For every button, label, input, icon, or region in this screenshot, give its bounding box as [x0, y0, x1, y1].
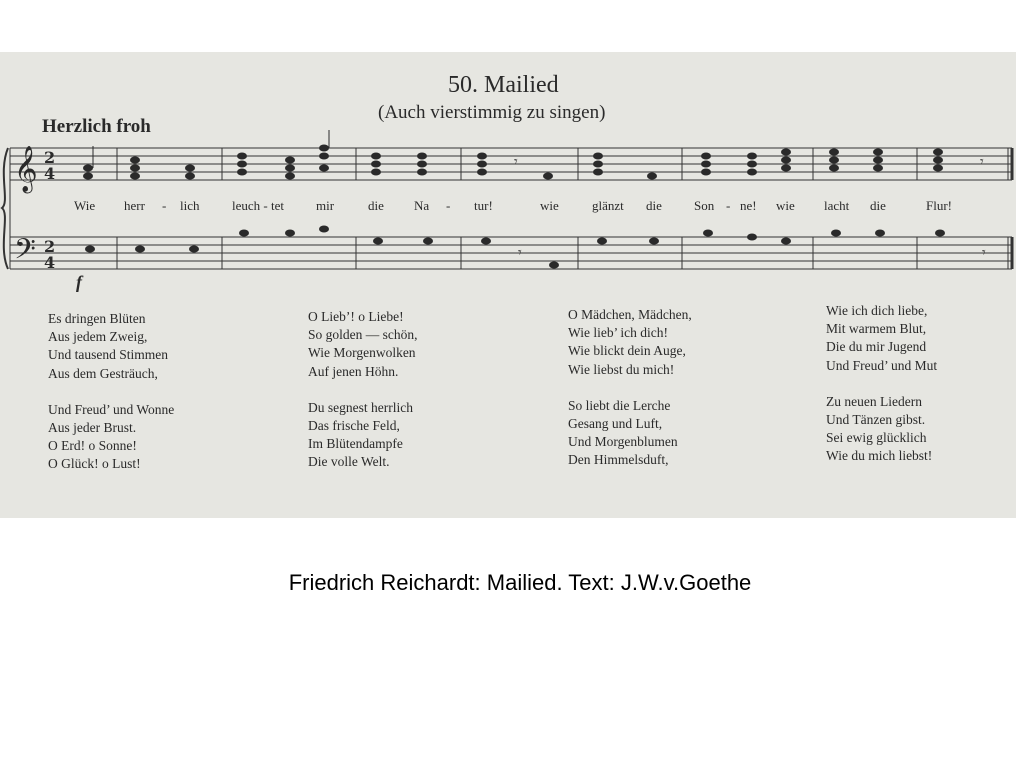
verse-line: Und tausend Stimmen — [48, 347, 168, 363]
verse-line: Die du mir Jugend — [826, 339, 927, 355]
verse-line: So liebt die Lerche — [568, 397, 671, 413]
verse-line: Und Tänzen gibst. — [826, 412, 926, 428]
verse-line: Aus jeder Brust. — [48, 420, 137, 436]
verse-line: O Erd! o Sonne! — [48, 438, 137, 454]
verse-line: Und Freud’ und Wonne — [48, 401, 175, 417]
lyric-syllable: - — [162, 198, 167, 213]
lyric-syllable: die — [870, 198, 886, 213]
bass-clef-icon: 𝄢 — [14, 233, 36, 273]
song-title: 50. Mailied — [448, 72, 559, 98]
dynamic-marking: f — [76, 272, 82, 292]
verse-line: Es dringen Blüten — [48, 311, 146, 326]
verse-column-4 — [826, 302, 937, 466]
verse-line: Sei ewig glücklich — [826, 430, 927, 446]
treble-clef-icon: 𝄞 — [14, 146, 38, 192]
lyric-syllable: Wie — [74, 198, 96, 213]
lyric-syllable: tur! — [474, 198, 493, 213]
lyric-syllable: Flur! — [926, 198, 952, 213]
barlines — [10, 148, 1008, 269]
lyric-syllable: glänzt — [592, 198, 624, 213]
tempo-marking: Herzlich froh — [42, 116, 151, 137]
verse-line: Wie ich dich liebe, — [826, 303, 928, 318]
lyric-syllable: Na — [414, 198, 430, 213]
lyric-syllable: - — [446, 198, 451, 213]
lyric-syllable: wie — [776, 198, 795, 213]
verse-line: Wie blickt dein Auge, — [568, 343, 686, 359]
svg-text:𝄾: 𝄾 — [514, 154, 518, 170]
verse-line: Du segnest herrlich — [308, 399, 413, 415]
svg-text:4: 4 — [44, 164, 56, 183]
lyric-syllable: die — [368, 198, 384, 213]
lyric-syllable: herr — [124, 198, 145, 213]
svg-text:4: 4 — [44, 253, 56, 272]
verse-column-3 — [568, 306, 692, 470]
bass-staff — [10, 237, 1012, 269]
verse-line: Wie liebst du mich! — [568, 361, 675, 377]
svg-text:2: 2 — [44, 237, 56, 256]
verse-line: Wie lieb’ ich dich! — [568, 325, 669, 341]
lyric-syllable: leuch - tet — [232, 198, 284, 213]
lyric-syllable: die — [646, 198, 662, 213]
verse-line: So golden — schön, — [308, 327, 418, 343]
lyric-syllable: lich — [180, 198, 200, 213]
svg-text:𝄾: 𝄾 — [518, 245, 522, 261]
verse-column-1 — [48, 310, 174, 474]
verse-line: Aus dem Gesträuch, — [48, 365, 158, 381]
verse-line: Die volle Welt. — [308, 454, 390, 470]
lyric-syllable: - — [726, 198, 731, 213]
svg-text:𝄾: 𝄾 — [982, 245, 986, 261]
verse-line: Auf jenen Höhn. — [308, 363, 399, 379]
verse-line: Und Morgenblumen — [568, 434, 678, 450]
verse-line: O Glück! o Lust! — [48, 456, 141, 472]
verse-column-2 — [308, 308, 418, 472]
svg-text:2: 2 — [44, 148, 56, 167]
lyric-syllable: Son — [694, 198, 715, 213]
lyric-syllable: lacht — [824, 198, 850, 213]
bass-notes — [85, 226, 986, 269]
lyric-syllable: wie — [540, 198, 559, 213]
treble-staff — [10, 148, 1012, 180]
verse-line: Zu neuen Liedern — [826, 393, 922, 409]
slide-caption: Friedrich Reichardt: Mailied. Text: J.W.v.Goethe — [288, 570, 752, 595]
sheet-music-scan — [0, 52, 1016, 518]
verse-line: Das frische Feld, — [308, 418, 400, 434]
lyric-syllable: mir — [316, 198, 335, 213]
verse-line: Und Freud’ und Mut — [826, 357, 938, 373]
verse-line: Gesang und Luft, — [568, 416, 663, 432]
verse-line: Wie du mich liebst! — [826, 448, 933, 464]
svg-text:𝄾: 𝄾 — [980, 154, 984, 170]
verse-line: Mit warmem Blut, — [826, 321, 927, 337]
song-subtitle: (Auch vierstimmig zu singen) — [378, 102, 606, 123]
verse-line: Den Himmelsduft, — [568, 452, 669, 468]
lyric-syllable: ne! — [740, 198, 757, 213]
verse-line: O Mädchen, Mädchen, — [568, 307, 692, 322]
verse-line: Im Blütendampfe — [308, 436, 403, 452]
verse-line: Aus jedem Zweig, — [48, 329, 148, 345]
verse-line: Wie Morgenwolken — [308, 345, 416, 361]
verse-line: O Lieb’! o Liebe! — [308, 309, 404, 324]
